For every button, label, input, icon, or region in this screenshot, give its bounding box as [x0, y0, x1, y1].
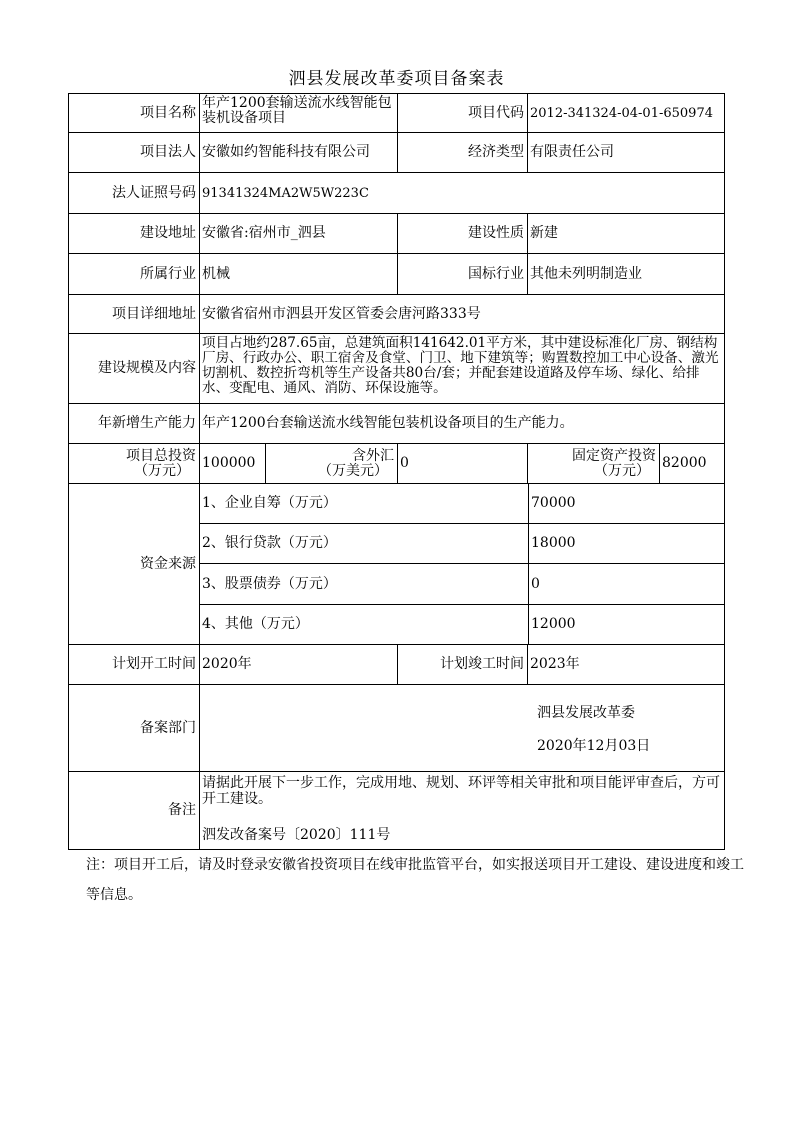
fixed-investment-label-line2: （万元） — [594, 462, 650, 479]
dept-name: 泗县发展改革委 — [537, 705, 635, 721]
funding-item-value: 12000 — [528, 604, 725, 645]
legal-person-label: 项目法人 — [68, 132, 200, 173]
funding-item-label: 1、企业自筹（万元） — [199, 483, 529, 524]
dept-cell — [199, 684, 725, 772]
fixed-investment-label — [527, 443, 660, 484]
license-no-value: 91341324MA2W5W223C — [199, 172, 725, 214]
industry-value: 机械 — [199, 253, 398, 295]
total-investment-label-line1: 项目总投资 — [126, 447, 196, 464]
funding-item-label: 2、银行贷款（万元） — [199, 523, 529, 564]
funding-item-value: 70000 — [528, 483, 725, 524]
site-label: 建设地址 — [68, 213, 200, 254]
fixed-investment-label-line1: 固定资产投资 — [572, 447, 656, 464]
foreign-exchange-value: 0 — [397, 443, 660, 484]
industry-label: 所属行业 — [68, 253, 200, 295]
project-name-label: 项目名称 — [68, 93, 200, 133]
std-industry-label: 国标行业 — [397, 253, 528, 295]
funding-label: 资金来源 — [68, 483, 200, 645]
foreign-exchange-label-line1: 含外汇 — [352, 447, 394, 464]
foreign-exchange-label-line2: （万美元） — [318, 462, 388, 479]
funding-item-value: 18000 — [528, 523, 725, 564]
finish-time-value: 2023年 — [527, 644, 725, 685]
project-code-value: 2012-341324-04-01-650974 — [527, 93, 725, 133]
detail-address-label: 项目详细地址 — [68, 294, 200, 334]
dept-label: 备案部门 — [68, 684, 200, 772]
nature-value: 新建 — [527, 213, 725, 254]
remarks-doc-no: 泗发改备案号〔2020〕111号 — [202, 827, 391, 843]
legal-person-value: 安徽如约智能科技有限公司 — [199, 132, 398, 173]
start-time-value: 2020年 — [199, 644, 398, 685]
total-investment-label — [68, 443, 200, 484]
funding-item-value: 0 — [528, 563, 725, 605]
start-time-label: 计划开工时间 — [68, 644, 200, 685]
remarks-cell — [199, 771, 725, 850]
detail-address-value: 安徽省宿州市泗县开发区管委会唐河路333号 — [199, 294, 725, 334]
project-code-label: 项目代码 — [397, 93, 528, 133]
capacity-label: 年新增生产能力 — [68, 403, 200, 444]
funding-item-label: 4、其他（万元） — [199, 604, 529, 645]
capacity-value: 年产1200台套输送流水线智能包装机设备项目的生产能力。 — [199, 403, 725, 444]
economic-type-value: 有限责任公司 — [527, 132, 725, 173]
remarks-label: 备注 — [68, 771, 200, 850]
dept-date: 2020年12月03日 — [537, 738, 651, 754]
site-value: 安徽省:宿州市_泗县 — [199, 213, 398, 254]
std-industry-value: 其他未列明制造业 — [527, 253, 725, 295]
economic-type-label: 经济类型 — [397, 132, 528, 173]
foreign-exchange-label — [265, 443, 398, 484]
page-title: 泗县发展改革委项目备案表 — [288, 69, 505, 89]
scale-value: 项目占地约287.65亩，总建筑面积141642.01平方米，其中建设标准化厂房、钢结构厂房、行政办公、职工宿舍及食堂、门卫、地下建筑等；购置数控加工中心设备、激光切割机、数控折弯机等生产设备共80台/套；并配套建设道路及停车场、绿化、给排水、变配电、通风、消防、环保设施等。 — [199, 333, 725, 404]
footnote: 注：项目开工后，请及时登录安徽省投资项目在线审批监管平台，如实报送项目开工建设、建设进度和竣工等信息。 — [86, 857, 744, 903]
nature-label: 建设性质 — [397, 213, 528, 254]
total-investment-value: 100000 — [199, 443, 266, 484]
license-no-label: 法人证照号码 — [68, 172, 200, 214]
remarks-text: 请据此开展下一步工作，完成用地、规划、环评等相关审批和项目能评审查后，方可开工建设。 — [202, 775, 720, 807]
total-investment-label-line2: （万元） — [134, 462, 190, 479]
project-name-value: 年产1200套输送流水线智能包装机设备项目 — [199, 93, 398, 133]
scale-label: 建设规模及内容 — [68, 333, 200, 404]
funding-item-label: 3、股票债券（万元） — [199, 563, 529, 605]
finish-time-label: 计划竣工时间 — [397, 644, 528, 685]
fixed-investment-value: 82000 — [659, 443, 725, 484]
